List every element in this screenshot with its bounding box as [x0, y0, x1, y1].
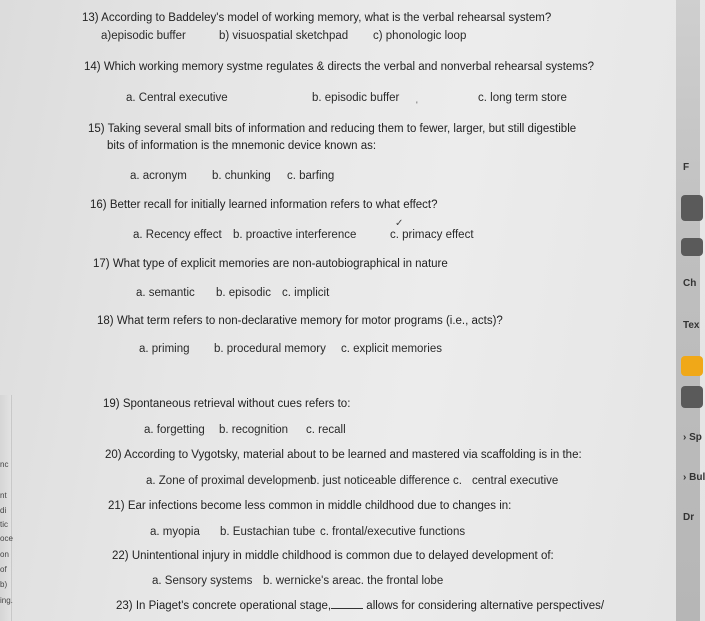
q18-option-a: a. priming [139, 343, 190, 355]
q15-option-a: a. acronym [130, 170, 187, 182]
q13-option-b: b) visuospatial sketchpad [219, 30, 349, 42]
q19-option-b: b. recognition [219, 424, 289, 436]
question-19: 19) Spontaneous retrieval without cues refers to: [103, 398, 351, 410]
q20-option-a: a. Zone of proximal development [146, 475, 314, 487]
right-edge-dark-button-2[interactable] [681, 238, 703, 256]
q18-option-b: b. procedural memory [214, 343, 326, 355]
q16-option-c: c. primacy effect [390, 229, 474, 241]
q14-option-a: a. Central executive [126, 92, 228, 104]
left-edge-text-2: nt [0, 491, 7, 500]
right-edge-dark-button[interactable] [681, 195, 703, 221]
q17-option-a: a. semantic [136, 287, 195, 299]
left-edge-text-7: of [0, 565, 7, 574]
question-14: 14) Which working memory systme regulates & directs the verbal and nonverbal rehearsal systems? [84, 61, 595, 73]
q21-option-b: b. Eustachian tube [220, 526, 316, 538]
question-23-end: allows for considering alternative perspectives/ [366, 600, 605, 612]
q16-option-b: b. proactive interference [233, 229, 357, 241]
pen-mark: ' [416, 100, 418, 110]
q22-option-c: c. the frontal lobe [355, 575, 444, 587]
left-edge-text-9: ing. [0, 596, 13, 605]
q20-option-b: b. just noticeable difference c. [310, 475, 462, 487]
left-edge-text-4: tic [0, 520, 8, 529]
q22-option-b: b. wernicke's area [263, 575, 356, 587]
q19-option-a: a. forgetting [144, 424, 205, 436]
right-edge-dr[interactable]: Dr [683, 512, 695, 523]
answer-blank [331, 599, 363, 609]
question-18: 18) What term refers to non-declarative memory for motor programs (i.e., acts)? [97, 315, 503, 327]
q21-option-a: a. myopia [150, 526, 200, 538]
question-13: 13) According to Baddeley's model of working memory, what is the verbal rehearsal system? [82, 12, 552, 24]
question-17: 17) What type of explicit memories are non-autobiographical in nature [93, 258, 448, 270]
right-edge-chart[interactable]: Ch [683, 278, 697, 289]
check-mark: ✓ [395, 218, 404, 229]
right-edge-orange-button[interactable] [681, 356, 703, 376]
q15-option-c: c. barfing [287, 170, 335, 182]
q13-option-a: a)episodic buffer [101, 30, 186, 42]
right-edge-dark-button-3[interactable] [681, 386, 703, 408]
q14-option-c: c. long term store [478, 92, 567, 104]
q13-option-c: c) phonologic loop [373, 30, 467, 42]
question-23 [116, 599, 604, 613]
left-edge-text-5: oce [0, 534, 13, 543]
question-16: 16) Better recall for initially learned information refers to what effect? [90, 199, 438, 211]
q21-option-c: c. frontal/executive functions [320, 526, 466, 538]
q18-option-c: c. explicit memories [341, 343, 442, 355]
q17-option-c: c. implicit [282, 287, 330, 299]
q16-option-a: a. Recency effect [133, 229, 222, 241]
right-edge-panel [676, 0, 700, 621]
q19-option-c: c. recall [306, 424, 346, 436]
q22-option-a: a. Sensory systems [152, 575, 253, 587]
q14-option-b: b. episodic buffer [312, 92, 400, 104]
left-edge-text-1: nc [0, 460, 9, 469]
q17-option-b: b. episodic [216, 287, 271, 299]
question-22: 22) Unintentional injury in middle childhood is common due to delayed development of: [112, 550, 554, 562]
question-15: 15) Taking several small bits of information and reducing them to fewer, larger, but still digestible [88, 123, 577, 135]
question-20: 20) According to Vygotsky, material about to be learned and mastered via scaffolding is in the: [105, 449, 582, 461]
right-edge-bullets[interactable]: › Bul [683, 472, 705, 483]
left-edge-text-3: di [0, 506, 7, 515]
question-21: 21) Ear infections become less common in middle childhood due to changes in: [108, 500, 512, 512]
right-edge-sp[interactable]: › Sp [683, 432, 702, 443]
q20-option-c: central executive [472, 475, 559, 487]
right-edge-text[interactable]: Tex [683, 320, 700, 331]
q15-option-b: b. chunking [212, 170, 271, 182]
question-23-start: 23) In Piaget's concrete operational stage, [116, 600, 332, 612]
right-edge-label: F [683, 162, 690, 173]
left-edge-text-6: on [0, 550, 9, 559]
question-15-line2: bits of information is the mnemonic device known as: [107, 140, 377, 152]
left-edge-text-8: b) [0, 580, 8, 589]
